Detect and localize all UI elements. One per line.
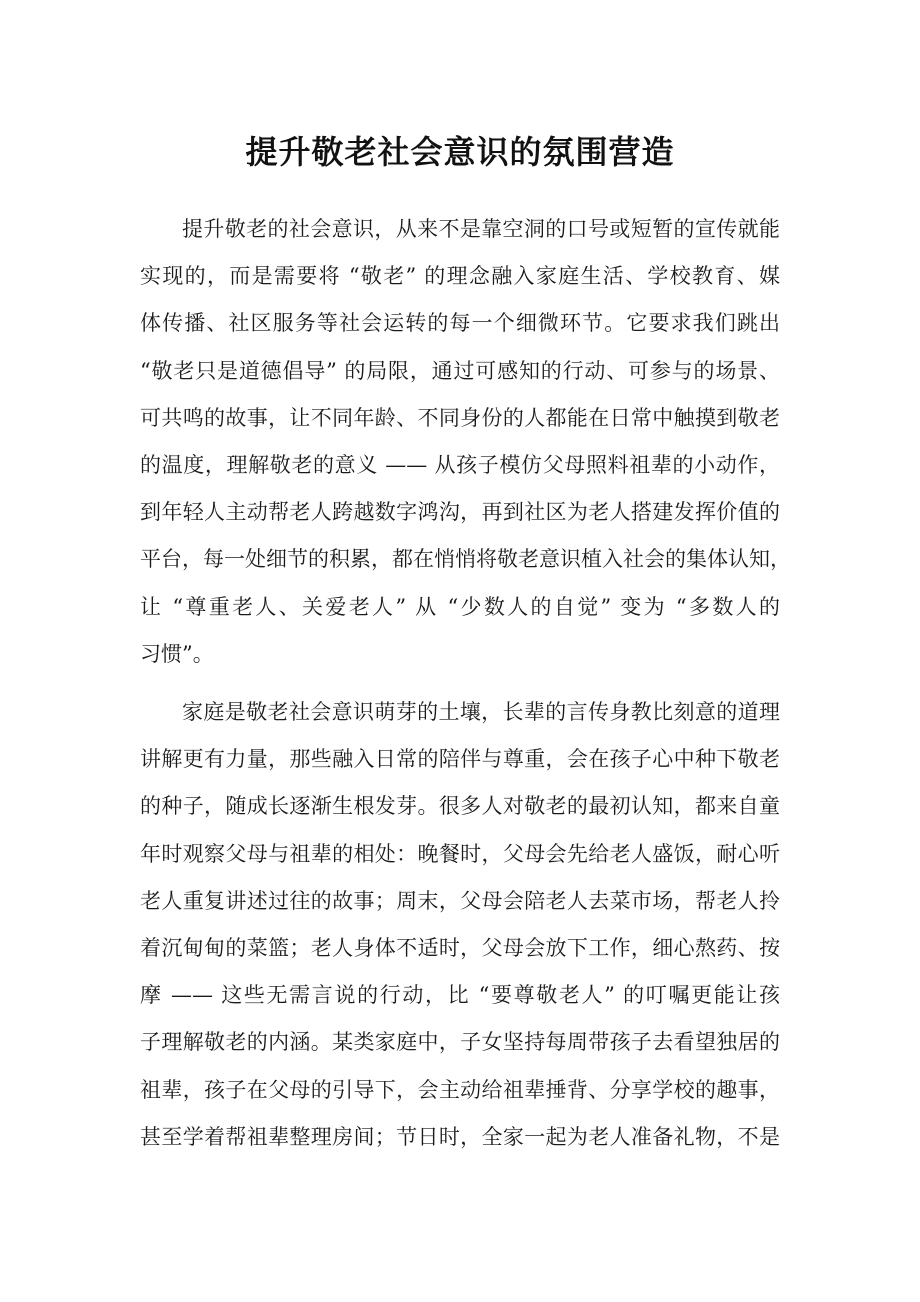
paragraph-line: 讲解更有力量，那些融入日常的陪伴与尊重，会在孩子心中种下敬老 [140,747,780,772]
paragraph-line: 年时观察父母与祖辈的相处：晚餐时，父母会先给老人盛饭，耐心听 [140,841,780,866]
paragraph-line: 家庭是敬老社会意识萌芽的土壤，长辈的言传身教比刻意的道理 [182,700,780,724]
paragraph-line: 实现的，而是需要将 “敬老” 的理念融入家庭生活、学校教育、媒 [140,264,780,289]
document-title: 提升敬老社会意识的氛围营造 [245,133,675,171]
paragraph-line: 让 “尊重老人、关爱老人” 从 “少数人的自觉” 变为 “多数人的 [140,594,780,619]
paragraph-line: 可共鸣的故事，让不同年龄、不同身份的人都能在日常中触摸到敬老 [140,405,780,430]
paragraph-1 [140,206,791,678]
paragraph-line: 平台，每一处细节的积累，都在悄悄将敬老意识植入社会的集体认知， [140,547,791,572]
paragraph-line: “敬老只是道德倡导” 的局限，通过可感知的行动、可参与的场景、 [140,358,780,383]
paragraph-line: 的种子，随成长逐渐生根发芽。很多人对敬老的最初认知，都来自童 [140,794,780,819]
paragraph-line: 的温度，理解敬老的意义 —— 从孩子模仿父母照料祖辈的小动作， [140,452,780,477]
paragraph-line: 着沉甸甸的菜篮；老人身体不适时，父母会放下工作，细心熬药、按 [140,935,780,960]
paragraph-line: 习惯”。 [140,641,214,666]
paragraph-line: 子理解敬老的内涵。某类家庭中，子女坚持每周带孩子去看望独居的 [140,1030,780,1055]
paragraph-line: 到年轻人主动帮老人跨越数字鸿沟，再到社区为老人搭建发挥价值的 [140,500,780,525]
paragraph-line: 体传播、社区服务等社会运转的每一个细微环节。它要求我们跳出 [140,311,780,336]
paragraph-line: 祖辈，孩子在父母的引导下，会主动给祖辈捶背、分享学校的趣事， [140,1077,780,1102]
paragraph-line: 老人重复讲述过往的故事；周末，父母会陪老人去菜市场，帮老人拎 [140,888,780,913]
paragraph-line: 摩 —— 这些无需言说的行动，比 “要尊敬老人” 的叮嘱更能让孩 [140,983,780,1008]
paragraph-line: 甚至学着帮祖辈整理房间；节日时，全家一起为老人准备礼物，不是 [140,1124,780,1149]
paragraph-line: 提升敬老的社会意识，从来不是靠空洞的口号或短暂的宣传就能 [182,217,780,241]
paragraph-2 [140,689,780,1161]
